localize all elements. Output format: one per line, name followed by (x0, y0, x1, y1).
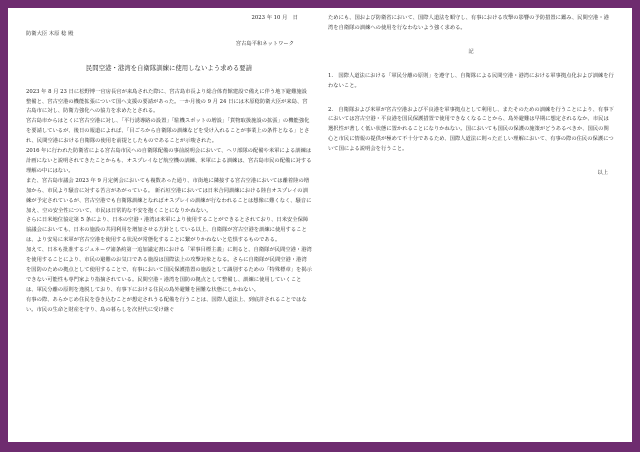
right-column (328, 14, 614, 438)
body-paragraph: 加えて、日本も批准するジュネーヴ諸条約第一追加議定書における「軍事目標主義」に則ると、自衛隊が民間空港・港湾を使用することにより、市民の避難のお気口である施設は国際法上の攻撃対象となる。さらに自衛隊が民間空港・港湾を国防のための拠点として使用することで、有事において国民保護措置の施設として識別するための「特殊標章」を掲示できない可能性も専門家より指摘されている。民間空港・港湾を国防の拠点として整備し、訓練に使用していくことは、軍民分離の原則を逸脱しており、有事下における住民の島外避難を困難な状態にしかねない。 (26, 247, 312, 293)
body-paragraph: また、宮古島市議会 2023 年 9 月定例会においても複数あった通り、市街地に隣接する宮古空港においては離着陸の増加から、市民より騒音に対する苦言があがっている。 新石垣空港においては日米合同訓練における陸自オスプレイの訓練が予定されているが、宮古空港でも自衛隊訓練となればオスプレイの訓練が行なわれることは想像に難くなく、騒音に加え、空の安全性について、市民は日常的な不安を抱くことになりかねない。 (26, 177, 312, 214)
demand-item: 1. 国際人道法における「軍民分離の原則」を遵守し、自衛隊による民間空港・港湾における軍事拠点化および訓練を行わないこと。 (328, 72, 614, 89)
left-column (26, 14, 312, 438)
document-date: 2023 年 10 月 日 (251, 15, 298, 21)
demand-item: 2. 自衛隊および米軍が宮古空港および平良港を軍事拠点として利用し、またそのための訓練を行うことにより、有事下においては宮古空港・平良港を国民保護措置で使用できなくなることから、島外避難は早期に想定されるなか、市民は選択性が著しく低い状態に置かれることになりかねない。国においても国民の保護の施策がどうあるべきか、国民の関心と市民に情報の提供が極めて不十分であるため、国際人道法に則った正しい理解において、有事の際の住民の保護について国による説明会を行うこと。 (328, 106, 614, 153)
body-paragraph: さらに日米地位協定第 5 条により、日本の空港・港湾は米軍により使用することができるとされており、日米安全保障協議会においても、日本の施設の共同利用を増加させる方針としている以上、自衛隊が宮古空港を訓練に使用することは、より安易に米軍が宮古空港を使用する状況が常態化することに繋がりかねないと危惧するものである。 (26, 217, 309, 244)
sender: 宮古島平和ネットワーク (235, 40, 294, 47)
document-sheet (8, 8, 632, 442)
body-paragraph: 2016 年に行われた防衛省による宮古島市民への自衛隊配備の事前説明会において、ヘリ部隊の配備や米軍による訓練は計画にないと説明されてきたことからも、オスプレイなど航空機の訓練、米軍による訓練は、宮古島市民の配備に対する理解の中にはない。 (26, 148, 312, 174)
body-paragraph: 有事の際、あらかじめ住民を巻き込むことが想定されうる配備を行うことは、国際人道法上、到底許されることではない。市民の生命と財産を守り、島の暮らしを次世代に受け継ぐ (26, 296, 307, 313)
body-paragraph: 宮古島市からはとくに宮古空港に対し、「平行誘導路の設置」「駐機スポットの増設」「貨物取扱施設の拡張」の機能強化を要請しているが、後日の報道によれば、「目ごろから自衛隊の訓練などを受け入れることが事業上の条件となる」とされ、民間空港における自衛隊の使用を前提としたものであることが示唆された。 (26, 118, 310, 145)
body-paragraph: 2023 年 8 月 23 日に松野博一官房長官が来島された際に、宮古島市長より総合体育館建設で備えに伴う地下避難施設整備と、宮古空港の機能拡張について国へ支援の要請があった。一か月後の 9 月 24 日には木原稔防衛大臣が来島、宮古島市に対し、防衛力強化への協力を求めたとされる。 (26, 88, 308, 115)
continued-paragraph: ためにも、国および防衛省において、国際人道法を順守し、有事における攻撃の影響の予防措置に鑑み、民間空港・港湾を自衛隊の訓練への使用を行なわないよう強く求める。 (328, 15, 609, 31)
ki-heading: 記 (468, 48, 474, 55)
document-title: 民間空港・港湾を自衛隊訓練に使用しないよう求める要請 (85, 63, 253, 72)
addressee: 防衛大臣 木原 稔 殿 (26, 30, 74, 37)
closing-mark: 以上 (597, 170, 608, 177)
